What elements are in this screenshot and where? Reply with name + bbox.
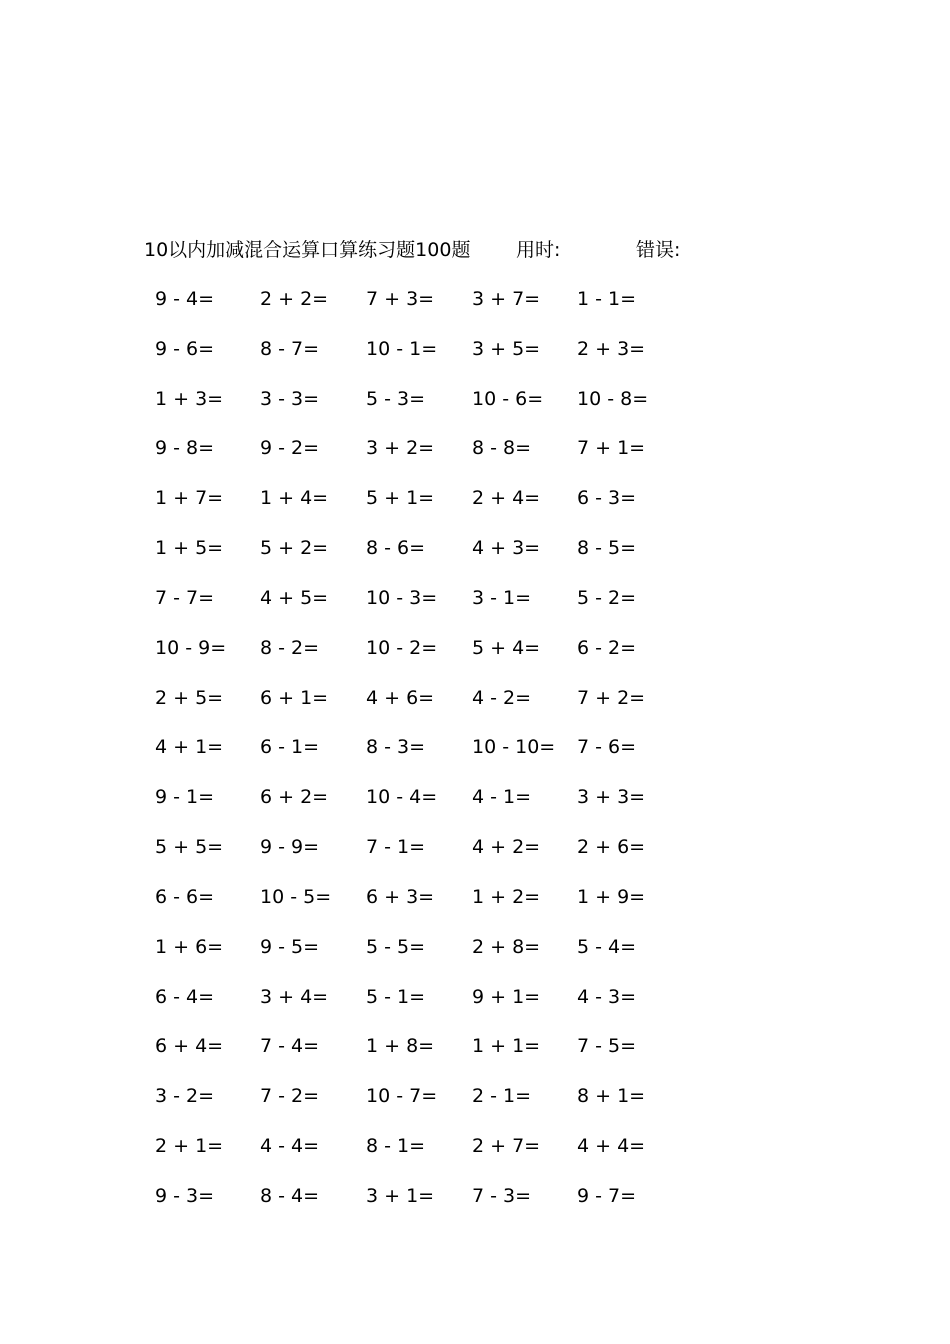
error-count-label: 错误: — [636, 239, 681, 261]
problem-grid — [0, 284, 950, 1231]
arithmetic-problem: 9 + 1= — [472, 985, 541, 1008]
arithmetic-problem: 1 + 3= — [155, 387, 224, 410]
arithmetic-problem: 4 - 2= — [472, 686, 532, 709]
arithmetic-problem: 2 + 4= — [472, 487, 541, 510]
arithmetic-problem: 4 - 1= — [472, 786, 532, 809]
problem-row — [0, 882, 950, 932]
arithmetic-problem: 1 + 8= — [366, 1035, 435, 1058]
arithmetic-problem: 7 - 3= — [472, 1184, 532, 1207]
arithmetic-problem: 7 + 1= — [577, 437, 646, 460]
problem-row — [0, 683, 950, 733]
arithmetic-problem: 5 + 4= — [472, 636, 541, 659]
arithmetic-problem: 10 - 4= — [366, 786, 438, 809]
arithmetic-problem: 4 + 3= — [472, 537, 541, 560]
problem-row — [0, 982, 950, 1032]
problem-row — [0, 1081, 950, 1131]
arithmetic-problem: 6 - 6= — [155, 885, 215, 908]
arithmetic-problem: 6 + 3= — [366, 885, 435, 908]
worksheet-title: 10以内加减混合运算口算练习题100题 — [144, 239, 471, 261]
problem-row — [0, 483, 950, 533]
problem-row — [0, 1181, 950, 1231]
arithmetic-problem: 9 - 8= — [155, 437, 215, 460]
problem-row — [0, 433, 950, 483]
arithmetic-problem: 3 + 2= — [366, 437, 435, 460]
problem-row — [0, 1031, 950, 1081]
arithmetic-problem: 4 + 4= — [577, 1135, 646, 1158]
arithmetic-problem: 5 - 5= — [366, 935, 426, 958]
problem-row — [0, 633, 950, 683]
arithmetic-problem: 6 - 4= — [155, 985, 215, 1008]
arithmetic-problem: 8 + 1= — [577, 1085, 646, 1108]
arithmetic-problem: 8 - 1= — [366, 1135, 426, 1158]
arithmetic-problem: 4 + 2= — [472, 836, 541, 859]
arithmetic-problem: 4 + 6= — [366, 686, 435, 709]
arithmetic-problem: 10 - 3= — [366, 586, 438, 609]
arithmetic-problem: 1 + 4= — [260, 487, 329, 510]
arithmetic-problem: 2 + 1= — [155, 1135, 224, 1158]
problem-row — [0, 1131, 950, 1181]
problem-row — [0, 384, 950, 434]
arithmetic-problem: 6 + 4= — [155, 1035, 224, 1058]
arithmetic-problem: 2 + 5= — [155, 686, 224, 709]
time-used-label: 用时: — [516, 239, 561, 261]
arithmetic-problem: 7 - 2= — [260, 1085, 320, 1108]
arithmetic-problem: 7 + 3= — [366, 288, 435, 310]
arithmetic-problem: 8 - 2= — [260, 636, 320, 659]
arithmetic-problem: 4 - 4= — [260, 1135, 320, 1158]
arithmetic-problem: 6 - 2= — [577, 636, 637, 659]
arithmetic-problem: 3 - 3= — [260, 387, 320, 410]
arithmetic-problem: 10 - 9= — [155, 636, 227, 659]
arithmetic-problem: 6 + 1= — [260, 686, 329, 709]
arithmetic-problem: 8 - 6= — [366, 537, 426, 560]
arithmetic-problem: 3 + 5= — [472, 337, 541, 360]
arithmetic-problem: 1 + 2= — [472, 885, 541, 908]
arithmetic-problem: 5 - 1= — [366, 985, 426, 1008]
arithmetic-problem: 2 + 8= — [472, 935, 541, 958]
arithmetic-problem: 7 - 7= — [155, 586, 215, 609]
arithmetic-problem: 5 - 2= — [577, 586, 637, 609]
problem-row — [0, 932, 950, 982]
arithmetic-problem: 6 - 1= — [260, 736, 320, 759]
arithmetic-problem: 1 + 9= — [577, 885, 646, 908]
arithmetic-problem: 2 + 7= — [472, 1135, 541, 1158]
problem-row — [0, 782, 950, 832]
arithmetic-problem: 7 - 5= — [577, 1035, 637, 1058]
arithmetic-problem: 4 + 1= — [155, 736, 224, 759]
arithmetic-problem: 5 + 1= — [366, 487, 435, 510]
arithmetic-problem: 5 + 5= — [155, 836, 224, 859]
arithmetic-problem: 1 + 1= — [472, 1035, 541, 1058]
arithmetic-problem: 2 - 1= — [472, 1085, 532, 1108]
problem-row — [0, 832, 950, 882]
arithmetic-problem: 1 + 5= — [155, 537, 224, 560]
arithmetic-problem: 2 + 2= — [260, 288, 329, 310]
arithmetic-problem: 1 + 7= — [155, 487, 224, 510]
arithmetic-problem: 8 - 4= — [260, 1184, 320, 1207]
arithmetic-problem: 9 - 2= — [260, 437, 320, 460]
arithmetic-problem: 1 + 6= — [155, 935, 224, 958]
arithmetic-problem: 7 - 4= — [260, 1035, 320, 1058]
arithmetic-problem: 10 - 7= — [366, 1085, 438, 1108]
arithmetic-problem: 2 + 6= — [577, 836, 646, 859]
problem-row — [0, 732, 950, 782]
arithmetic-problem: 7 + 2= — [577, 686, 646, 709]
arithmetic-problem: 1 - 1= — [577, 288, 637, 310]
problem-row — [0, 583, 950, 633]
arithmetic-problem: 10 - 5= — [260, 885, 332, 908]
arithmetic-problem: 5 - 4= — [577, 935, 637, 958]
arithmetic-problem: 8 - 7= — [260, 337, 320, 360]
arithmetic-problem: 5 + 2= — [260, 537, 329, 560]
arithmetic-problem: 10 - 10= — [472, 736, 556, 759]
arithmetic-problem: 10 - 2= — [366, 636, 438, 659]
arithmetic-problem: 3 + 7= — [472, 288, 541, 310]
problem-row — [0, 284, 950, 334]
arithmetic-problem: 7 - 6= — [577, 736, 637, 759]
arithmetic-problem: 2 + 3= — [577, 337, 646, 360]
arithmetic-problem: 3 + 3= — [577, 786, 646, 809]
arithmetic-problem: 4 - 3= — [577, 985, 637, 1008]
arithmetic-problem: 8 - 8= — [472, 437, 532, 460]
arithmetic-problem: 9 - 1= — [155, 786, 215, 809]
problem-row — [0, 334, 950, 384]
arithmetic-problem: 9 - 7= — [577, 1184, 637, 1207]
arithmetic-problem: 9 - 4= — [155, 288, 215, 310]
arithmetic-problem: 5 - 3= — [366, 387, 426, 410]
arithmetic-problem: 3 - 1= — [472, 586, 532, 609]
arithmetic-problem: 9 - 9= — [260, 836, 320, 859]
arithmetic-problem: 3 - 2= — [155, 1085, 215, 1108]
arithmetic-problem: 7 - 1= — [366, 836, 426, 859]
arithmetic-problem: 6 + 2= — [260, 786, 329, 809]
problem-row — [0, 533, 950, 583]
arithmetic-problem: 6 - 3= — [577, 487, 637, 510]
arithmetic-problem: 10 - 8= — [577, 387, 649, 410]
arithmetic-problem: 10 - 6= — [472, 387, 544, 410]
arithmetic-problem: 8 - 5= — [577, 537, 637, 560]
arithmetic-problem: 9 - 5= — [260, 935, 320, 958]
arithmetic-problem: 8 - 3= — [366, 736, 426, 759]
arithmetic-problem: 9 - 3= — [155, 1184, 215, 1207]
arithmetic-problem: 3 + 1= — [366, 1184, 435, 1207]
arithmetic-problem: 3 + 4= — [260, 985, 329, 1008]
worksheet-header — [0, 236, 950, 264]
arithmetic-problem: 4 + 5= — [260, 586, 329, 609]
arithmetic-problem: 10 - 1= — [366, 337, 438, 360]
arithmetic-problem: 9 - 6= — [155, 337, 215, 360]
